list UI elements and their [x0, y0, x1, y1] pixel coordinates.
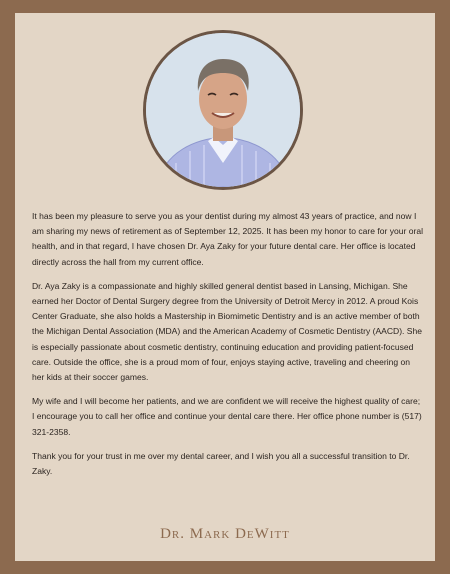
letter-paragraph-2: Dr. Aya Zaky is a compassionate and highly skilled general dentist based in Lansing, Michigan. She earned her Doctor of Dental Surgery degree from the University of Detroit Mercy in 2012. A proud Kois Center Graduate, she also holds a Mastership in Biomimetic Dentistry and is an active member of both the Michigan Dental Association (MDA) and the American Academy of Cosmetic Dentistry (AACD). She is especially passionate about cosmetic dentistry, continuing education and providing patient-focused care. Outside the office, she is a proud mom of four, enjoys staying active, traveling and cheering on her kids at their soccer games.	[32, 280, 422, 383]
dentist-portrait	[143, 30, 303, 190]
letter-paragraph-3: My wife and I will become her patients, and we are confident we will receive the highest quality of care; I encourage you to call her office and continue your dental care there. Her office phone number is (517) 321-2358.	[32, 396, 422, 437]
letter-card	[15, 13, 435, 561]
letter-paragraph-1: It has been my pleasure to serve you as your dentist during my almost 43 years of practice, and now I am sharing my news of retirement as of September 12, 2025. It has been my honor to care for your oral health, and in that regard, I have chosen Dr. Aya Zaky for your future dental care. Her office is located directly across the hall from my current office.	[32, 211, 423, 267]
retirement-letter	[32, 209, 424, 488]
portrait-image	[146, 33, 300, 187]
signature: Dr. Mark DeWitt	[160, 526, 290, 542]
letter-paragraph-4: Thank you for your trust in me over my dental career, and I wish you all a successful transition to Dr. Zaky.	[32, 450, 410, 477]
